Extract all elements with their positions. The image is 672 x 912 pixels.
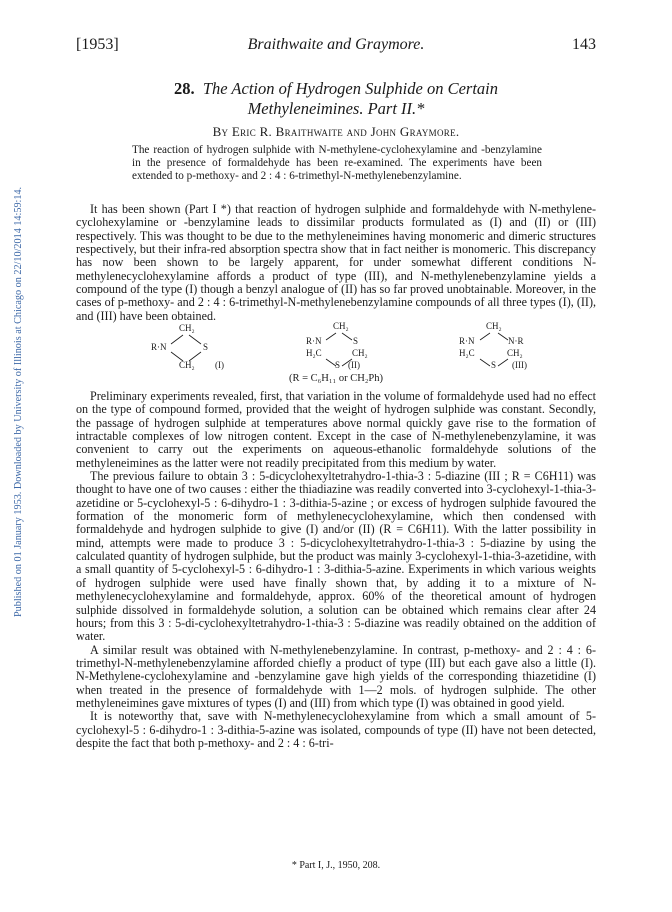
- body-text-lower: [76, 390, 596, 750]
- page-number: 143: [572, 36, 596, 53]
- bond: [189, 335, 201, 344]
- s3-right: N·R: [508, 336, 524, 346]
- s1-right: S: [203, 342, 209, 352]
- title-line-1: The Action of Hydrogen Sulphide on Certain: [202, 79, 498, 98]
- paragraph-4: A similar result was obtained with N-methylenebenzylamine. In contrast, p-methoxy- and 2 : 4 : 6-trimethyl-N-methylenebenzylamine afforded chiefly a product of type (III) but each gave also a little (I). N-Methylene-cyclohexylamine and -benzylamine gave high yields of the corresponding thiazetidine (I) when treated in the presence of formaldehyde with 1—2 mols. of hydrogen sulphide. The other methyleneimines gave mixtures of types (I) and (III) from which type (I) was obtained in good yield.: [76, 642, 596, 710]
- s3-br: CH₂: [507, 348, 523, 358]
- header-title: Braithwaite and Graymore.: [247, 36, 425, 53]
- s2-bottom: S: [335, 360, 341, 370]
- s3-bl: H₂C: [459, 348, 475, 358]
- s1-left: R·N: [151, 342, 167, 352]
- provenance-sidebar: Published on 01 January 1953. Downloaded by University of Illinois at Chicago on 22/10/2014 14:59:14.: [13, 186, 24, 617]
- bond: [498, 359, 508, 366]
- s3-left: R·N: [459, 336, 475, 346]
- paragraph-3: The previous failure to obtain 3 : 5-dicyclohexyltetrahydro-1-thia-3 : 5-diazine (III ; R = C6H11) was thought to have one of two causes : either the thiadiazine was readily converted into 3-cyclohexyl-1-thia-3-azetidine or 5-cyclohexyl-5 : 6-dihydro-1 : 3-dithia-5-azine ; or excess of hydrogen sulphide favoured the formation of the monomeric form of methylenecyclohexylamine, which then condensed with formaldehyde and hydrogen sulphide to give (I) and/or (II) (R = C6H11). With the latter possibility in mind, attempts were made to produce 3 : 5-dicyclohexyltetrahydro-1-thia-3 : 5-diazine by using the calculated quantity of hydrogen sulphide, but the product was mainly 3-cyclohexyl-1-thia-3-azetidine, with a small quantity of 5-cyclohexyl-5 : 6-dihydro-1 : 3-dithia-5-azine. Experiments in which various weights of hydrogen sulphide were used have finally shown that, by adding it to a mixture of N-methylenecyclohexylamine and formaldehyde, approx. 60% of the theoretical amount of hydrogen sulphide dissolved in formaldehyde solution, a solution can be obtained which remains clear after 24 hours; from this 3 : 5-di-cyclohexyltetrahydro-1-thia-3 : 5-diazine was readily obtained on the addition of water.: [76, 469, 596, 644]
- s2-label: (II): [348, 360, 360, 370]
- s2-top: CH₂: [333, 321, 349, 331]
- s2-bl: H₂C: [306, 348, 322, 358]
- paragraph-5: It is noteworthy that, save with N-methylenecyclohexylamine from which a small amount of 5-cyclohexyl-5 : 6-dihydro-1 : 3-dithia-5-azine was isolated, compounds of type (II) have not been detected, despite the fact that both p-methoxy- and 2 : 4 : 6-tri-: [76, 709, 596, 750]
- s2-br: CH₂: [352, 348, 368, 358]
- header-year: [1953]: [76, 36, 119, 53]
- bond: [171, 335, 183, 344]
- title-line-2: Methyleneimines. Part II.*: [247, 99, 425, 118]
- bond: [326, 333, 336, 340]
- s3-bottom: S: [491, 360, 497, 370]
- bond: [480, 359, 490, 366]
- s3-label: (III): [512, 360, 527, 370]
- s2-left: R·N: [306, 336, 322, 346]
- bond: [480, 333, 490, 340]
- s1-top: CH₂: [179, 323, 195, 333]
- s3-top: CH₂: [486, 321, 502, 331]
- s1-bottom: CH₂: [179, 360, 195, 370]
- structure-caption: (R = C₆H₁₁ or CH₂Ph): [288, 373, 384, 384]
- footnote: * Part I, J., 1950, 208.: [291, 860, 381, 871]
- abstract: The reaction of hydrogen sulphide with N-methylene-cyclohexylamine and -benzylamine in the presence of formaldehyde has been re-examined. The experiments have been extended to p-methoxy- and 2 : 4 : 6-trimethyl-N-methylenebenzylamine.: [132, 144, 542, 183]
- s1-label: (I): [215, 360, 224, 370]
- article-number: 28.: [173, 79, 195, 98]
- authors: By Eric R. Braithwaite and John Graymore.: [212, 124, 460, 139]
- paragraph-2: Preliminary experiments revealed, first, that variation in the volume of formaldehyde used had no effect on the type of compound formed, provided that the weight of hydrogen sulphide was constant. Secondly, the passage of hydrogen sulphide at temperatures above normal quickly gave rise to the formation of intractable complexes of low nitrogen content. Except in the case of N-methylenebenzylamine, it was convenient to carry out the experiments on aqueous-ethanolic formaldehyde solutions of the methyleneimines as the latter were not readily precipitated from this medium by water.: [76, 389, 596, 470]
- bond: [498, 333, 508, 340]
- paragraph-1: It has been shown (Part I *) that reaction of hydrogen sulphide and formaldehyde with N-methylene-cyclohexylamine or -benzylamine leads to dissimilar products formulated as (I) and (II) or (III) respectively. This was thought to be due to the methyleneimines having monomeric and dimeric structures respectively, but their infra-red absorption spectra show that in fact neither is monomeric. This discrepancy has now been shown to be largely apparent, for under somewhat different conditions N-methylenecyclohexylamine affords a product of type (III), and N-methylenebenzylamine yields a compound of the type (I) though a benzyl analogue of (II) has so far proved unobtainable. Moreover, in the cases of p-methoxy- and 2 : 4 : 6-trimethyl-N-methylenebenzylamine compounds of all three types (I), (II), and (III) have been obtained.: [76, 202, 596, 323]
- s2-right: S: [353, 336, 359, 346]
- bond: [342, 333, 352, 340]
